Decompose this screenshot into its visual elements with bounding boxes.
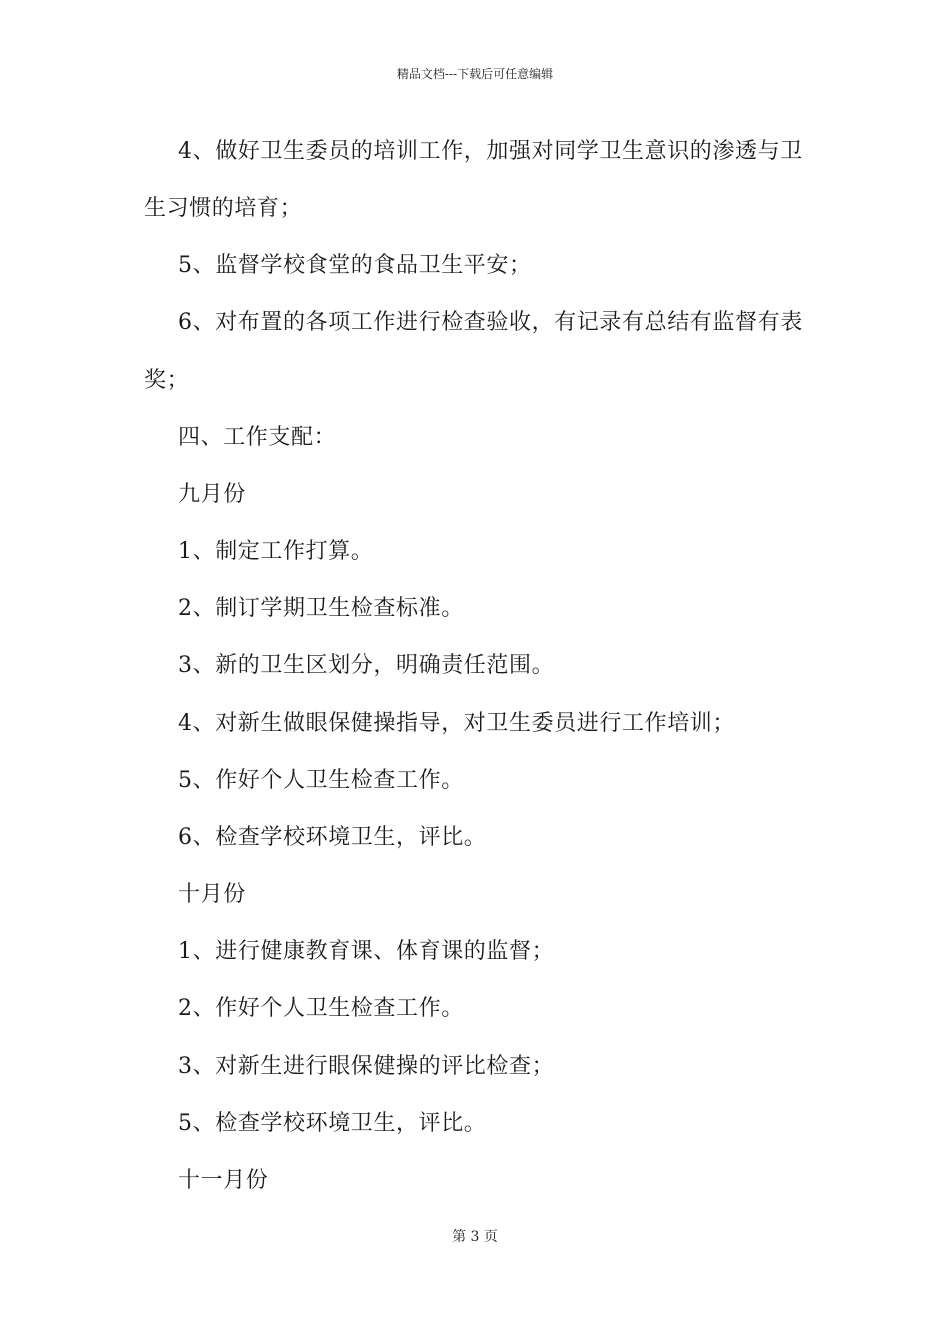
- month-heading: 十月份: [178, 882, 246, 907]
- list-item: 2、制订学期卫生检查标准。: [178, 596, 464, 621]
- paragraph-line: 生习惯的培育；: [144, 196, 303, 221]
- list-item: 5、检查学校环境卫生，评比。: [178, 1111, 487, 1136]
- paragraph-line: 4、做好卫生委员的培训工作，加强对同学卫生意识的渗透与卫: [178, 139, 803, 164]
- paragraph-line: 5、监督学校食堂的食品卫生平安；: [178, 253, 532, 278]
- paragraph-line: 6、对布置的各项工作进行检查验收，有记录有总结有监督有表: [178, 310, 803, 335]
- list-item: 3、对新生进行眼保健操的评比检查；: [178, 1054, 555, 1079]
- list-item: 2、作好个人卫生检查工作。: [178, 996, 464, 1021]
- list-item: 5、作好个人卫生检查工作。: [178, 768, 464, 793]
- list-item: 3、新的卫生区划分，明确责任范围。: [178, 653, 555, 678]
- list-item: 1、制定工作打算。: [178, 539, 374, 564]
- page-number: 第 3 页: [452, 1229, 498, 1245]
- list-item: 6、检查学校环境卫生，评比。: [178, 825, 487, 850]
- page-header: 精品文档---下载后可任意编辑: [396, 67, 554, 81]
- paragraph-line: 奖；: [144, 368, 190, 393]
- section-heading: 四、工作支配：: [178, 425, 337, 450]
- list-item: 1、进行健康教育课、体育课的监督；: [178, 939, 555, 964]
- list-item: 4、对新生做眼保健操指导，对卫生委员进行工作培训；: [178, 711, 735, 736]
- month-heading: 九月份: [178, 482, 246, 507]
- month-heading: 十一月份: [178, 1168, 269, 1193]
